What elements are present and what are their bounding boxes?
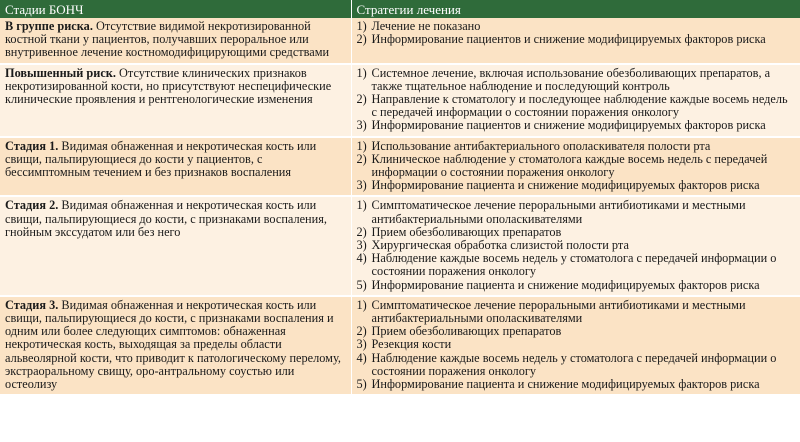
list-item: 2) Клиническое наблюдение у стоматолога каждые восемь недель с передачей информации о состоянии поражения онкологу — [356, 151, 768, 180]
table-row — [0, 137, 800, 197]
list-item: 1) Лечение не показано — [356, 19, 481, 33]
strategy-list — [357, 299, 796, 391]
list-item: 3) Информирование пациента и снижение модифицируемых факторов риска — [356, 178, 760, 193]
list-item: 1) Симптоматическое лечение пероральными антибиотиками и местными антибактериальными ополаскивателями — [356, 297, 746, 326]
list-item: 5) Информирование пациента и снижение модифицируемых факторов риска — [356, 277, 760, 292]
strategy-list — [357, 140, 796, 193]
table-row — [0, 196, 800, 295]
strategy-list — [357, 20, 796, 46]
list-item: 3) Информирование пациентов и снижение модифицируемых факторов риска — [356, 118, 766, 133]
strategy-list — [357, 67, 796, 133]
table-row — [0, 296, 800, 395]
strategy-list — [357, 199, 796, 291]
list-item: 2) Прием обезболивающих препаратов — [356, 224, 562, 239]
strategy-cell — [351, 196, 800, 295]
stage-cell — [0, 18, 351, 64]
list-item: 1) Симптоматическое лечение пероральными антибиотиками и местными антибактериальными ополаскивателями — [356, 198, 746, 226]
table-body — [0, 18, 800, 395]
list-item: 2) Направление к стоматологу и последующее наблюдение каждые восемь недель с передачей информации о состоянии поражения онкологу — [356, 92, 788, 120]
stage-description: Отсутствие видимой некротизированной костной ткани у пациентов, получавших пероральное или внутривенное лечение костномодифицирующими средствами — [5, 19, 330, 60]
list-item: 5) Информирование пациента и снижение модифицируемых факторов риска — [356, 377, 760, 392]
header-stage: Стадии БОНЧ — [0, 0, 351, 18]
list-item: 3) Резекция кости — [356, 337, 452, 352]
list-item: 4) Наблюдение каждые восемь недель у стоматолога с передачей информации о состоянии поражения онкологу — [356, 251, 777, 279]
list-item: 2) Информирование пациентов и снижение модифицируемых факторов риска — [356, 32, 766, 47]
stage-name: Стадия 3. — [5, 297, 59, 312]
list-item: 2) Прием обезболивающих препаратов — [356, 324, 562, 339]
list-item: 1) Системное лечение, включая использование обезболивающих препаратов, а также тщательное наблюдение и последующий контроль — [356, 65, 771, 93]
stage-description: Видимая обнаженная и некротическая кость или свищи, пальпирующиеся до кости, с признаками воспаления, гнойным экссудатом или без него — [5, 198, 327, 239]
stage-cell — [0, 137, 351, 197]
stage-cell — [0, 196, 351, 295]
list-item: 4) Наблюдение каждые восемь недель у стоматолога с передачей информации о состоянии поражения онкологу — [356, 350, 777, 378]
strategy-cell — [351, 18, 800, 64]
stage-name: Повышенный риск. — [5, 65, 116, 80]
stage-cell — [0, 296, 351, 395]
stage-cell — [0, 64, 351, 137]
strategy-cell — [351, 64, 800, 137]
stage-name: Стадия 2. — [5, 198, 59, 213]
stage-name: Стадия 1. — [5, 138, 59, 153]
list-item: 3) Хирургическая обработка слизистой полости рта — [356, 238, 629, 253]
header-row — [0, 0, 800, 18]
stage-description: Видимая обнаженная и некротическая кость или свищи, пальпирующиеся до кости у пациентов, с бессимптомным течением и без признаков воспаления — [5, 138, 317, 180]
table-row — [0, 18, 800, 64]
stage-description: Видимая обнаженная и некротическая кость или свищи, пальпирующиеся до кости, с признаками воспаления и одним или более следующих симптомов: обнаженная некротическая кость, выходящая за пределы области альвеолярной кости, что приводит к патологическому перелому, экстраоральному свищу, оро-антральному соустью или остеолизу — [5, 297, 341, 392]
strategy-cell — [351, 296, 800, 395]
strategy-cell — [351, 137, 800, 197]
table-row — [0, 64, 800, 137]
header-strategy: Стратегии лечения — [351, 0, 800, 18]
stage-name: В группе риска. — [5, 19, 93, 33]
stage-description: Отсутствие клинических признаков некротизированной кости, но присутствуют неспецифические клинические проявления и рентгенологические изменения — [5, 65, 332, 107]
list-item: 1) Использование антибактериального ополаскивателя полости рта — [356, 138, 711, 153]
